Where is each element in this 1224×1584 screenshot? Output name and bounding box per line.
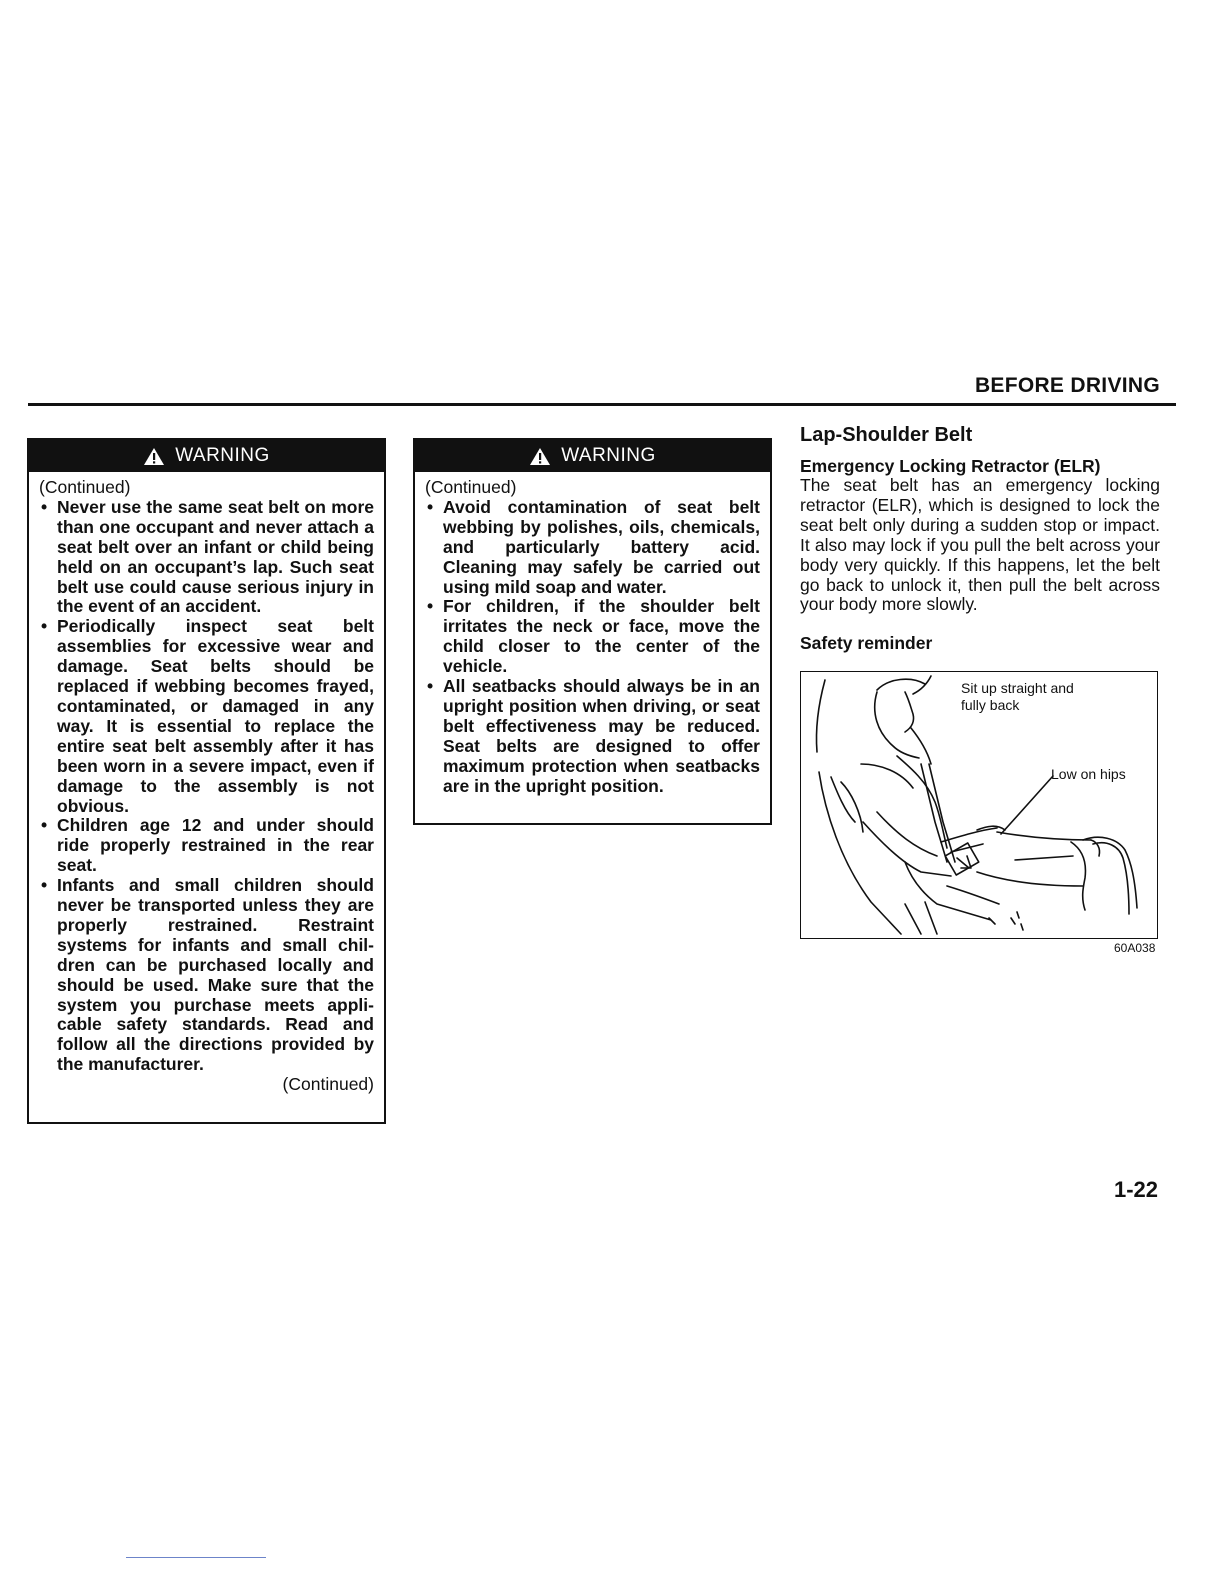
safety-reminder-heading: Safety reminder [800,633,933,654]
warning-item: • For children, if the shoulder belt irritates the neck or face, move the child closer to the center of the vehicle. [425,597,760,677]
warning-heading: WARNING [175,445,270,466]
warning-item: • Periodically inspect seat belt assemblies for excessive wear and damage. Seat belts should be replaced if webbing becomes frayed, contaminated, or damaged in any way. It is essential to replace the entire seat belt assembly after it has been worn in a severe impact, even if damage to the assembly is not obvious. [39,617,374,816]
warning-list [425,498,760,797]
continued-label: (Continued) [39,477,131,497]
warning-triangle-icon [529,447,551,466]
warning-item: • All seatbacks should always be in an upright position when driving, or seat belt effectiveness may be reduced. Seat belts are designed to offer maximum protection when seatbacks are in the upright position. [425,677,760,796]
warning-heading: WARNING [561,445,656,466]
warning-body [29,472,384,1105]
elr-paragraph: The seat belt has an emergency locking retractor (ELR), which is designed to lock the seat belt only during a sudden stop or impact. It also may lock if you pull the belt across your body very quickly. If this happens, let the belt go back to unlock it, then pull the belt across your body more slowly. [800,475,1160,615]
lap-shoulder-section [800,424,1160,654]
warning-header [29,440,384,472]
warning-item: • Infants and small children should never be transported unless they are properly restrained. Restraint systems for infants and small children can be purchased locally and should be used. Make sure that the system you purchase meets applicable safety standards. Read and follow all the directions provided by the manufacturer. [39,876,374,1075]
figure-label-sit-up [961,680,1074,714]
warning-box-2 [413,438,772,825]
warning-header [415,440,770,472]
warning-body [415,472,770,807]
figure-label-line: fully back [961,697,1020,713]
warning-item: • Avoid contamination of seat belt webbing by polishes, oils, chemicals, and particularly battery acid. Cleaning may safely be carried out using mild soap and water. [425,498,760,598]
warning-box-1 [27,438,386,1124]
continued-label: (Continued) [425,477,517,497]
figure-label-low-on-hips: Low on hips [1051,766,1126,782]
figure-label-line: Sit up straight and [961,680,1074,696]
lap-shoulder-heading: Lap-Shoulder Belt [800,424,973,446]
header-rule [28,403,1176,406]
elr-heading: Emergency Locking Retractor (ELR) [800,456,1101,476]
seat-belt-illustration [800,671,1158,939]
warning-list [39,498,374,1075]
figure-code: 60A038 [1114,941,1156,955]
page-number: 1-22 [1113,1177,1158,1202]
warning-item: • Never use the same seat belt on more than one occupant and never attach a seat belt over an infant or child being held on an occupant’s lap. Such seat belt use could cause serious injury in the event of an accident. [39,498,374,617]
warning-item: • Children age 12 and under should ride properly restrained in the rear seat. [39,816,374,876]
footer-line [126,1557,266,1558]
warning-triangle-icon [143,447,165,466]
continued-label: (Continued) [282,1074,374,1095]
section-title: BEFORE DRIVING [974,374,1160,397]
